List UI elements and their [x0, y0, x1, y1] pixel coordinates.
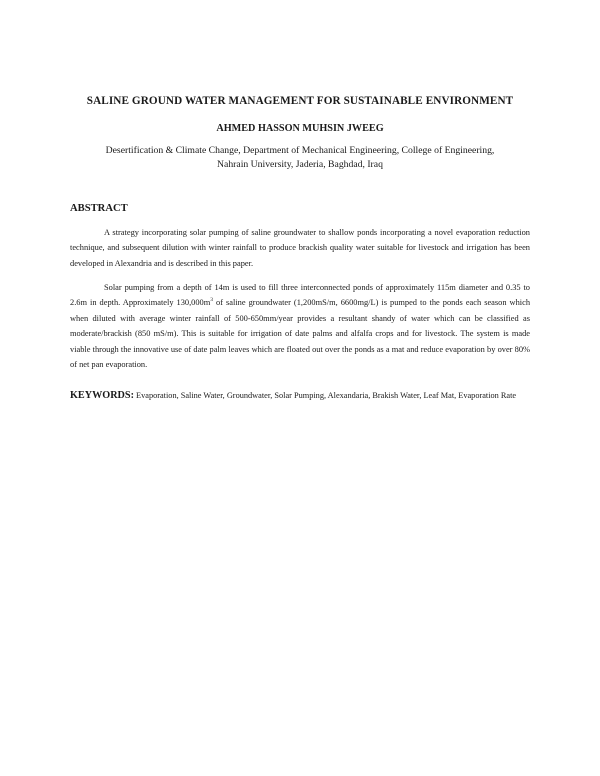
keywords-label: KEYWORDS:	[70, 390, 134, 401]
keywords-section	[70, 388, 535, 403]
keywords-list: Evaporation, Saline Water, Groundwater, Solar Pumping, Alexandaria, Brakish Water, Leaf Mat, Evaporation Rate	[133, 391, 517, 400]
abstract-paragraph-2	[70, 280, 530, 372]
abstract-paragraph-2-part-2: of saline groundwater (1,200mS/m, 6600mg/L) is pumped to the ponds each season which when diluted with average winter rainfall of 500-650mm/year provides a resultant shandy of water which can be classified as moderate/brackish (850 mS/m). This is suitable for irrigation of date palms and alfalfa crops and for livestock. The system is made viable through the innovative use of date palm leaves which are floated out over the ponds as a mat and reduce evaporation by over 80% of net pan evaporation.	[70, 298, 531, 370]
affiliation-line-2: Nahrain University, Jaderia, Baghdad, Iraq	[217, 159, 383, 170]
author-affiliation	[70, 144, 530, 172]
paper-title: SALINE GROUND WATER MANAGEMENT FOR SUSTAINABLE ENVIRONMENT	[86, 95, 514, 107]
author-name: AHMED HASSON MUHSIN JWEEG	[216, 123, 384, 134]
abstract-paragraph-1: A strategy incorporating solar pumping of saline groundwater to shallow ponds incorporating a novel evaporation reduction technique, and subsequent dilution with winter rainfall to produce brackish quality water suitable for livestock and irrigation has been developed in Alexandria and is described in this paper.	[70, 228, 530, 268]
abstract-paragraph-2-part-1: Solar pumping from a depth of 14m is used to fill three interconnected ponds of approximately 115m diameter and 0.35 to 2.6m in depth. Approximately 130,000m	[70, 283, 530, 308]
superscript-3: 3	[210, 297, 214, 304]
affiliation-line-1: Desertification & Climate Change, Department of Mechanical Engineering, College of Engineering,	[105, 145, 495, 156]
abstract-heading: ABSTRACT	[70, 203, 128, 214]
